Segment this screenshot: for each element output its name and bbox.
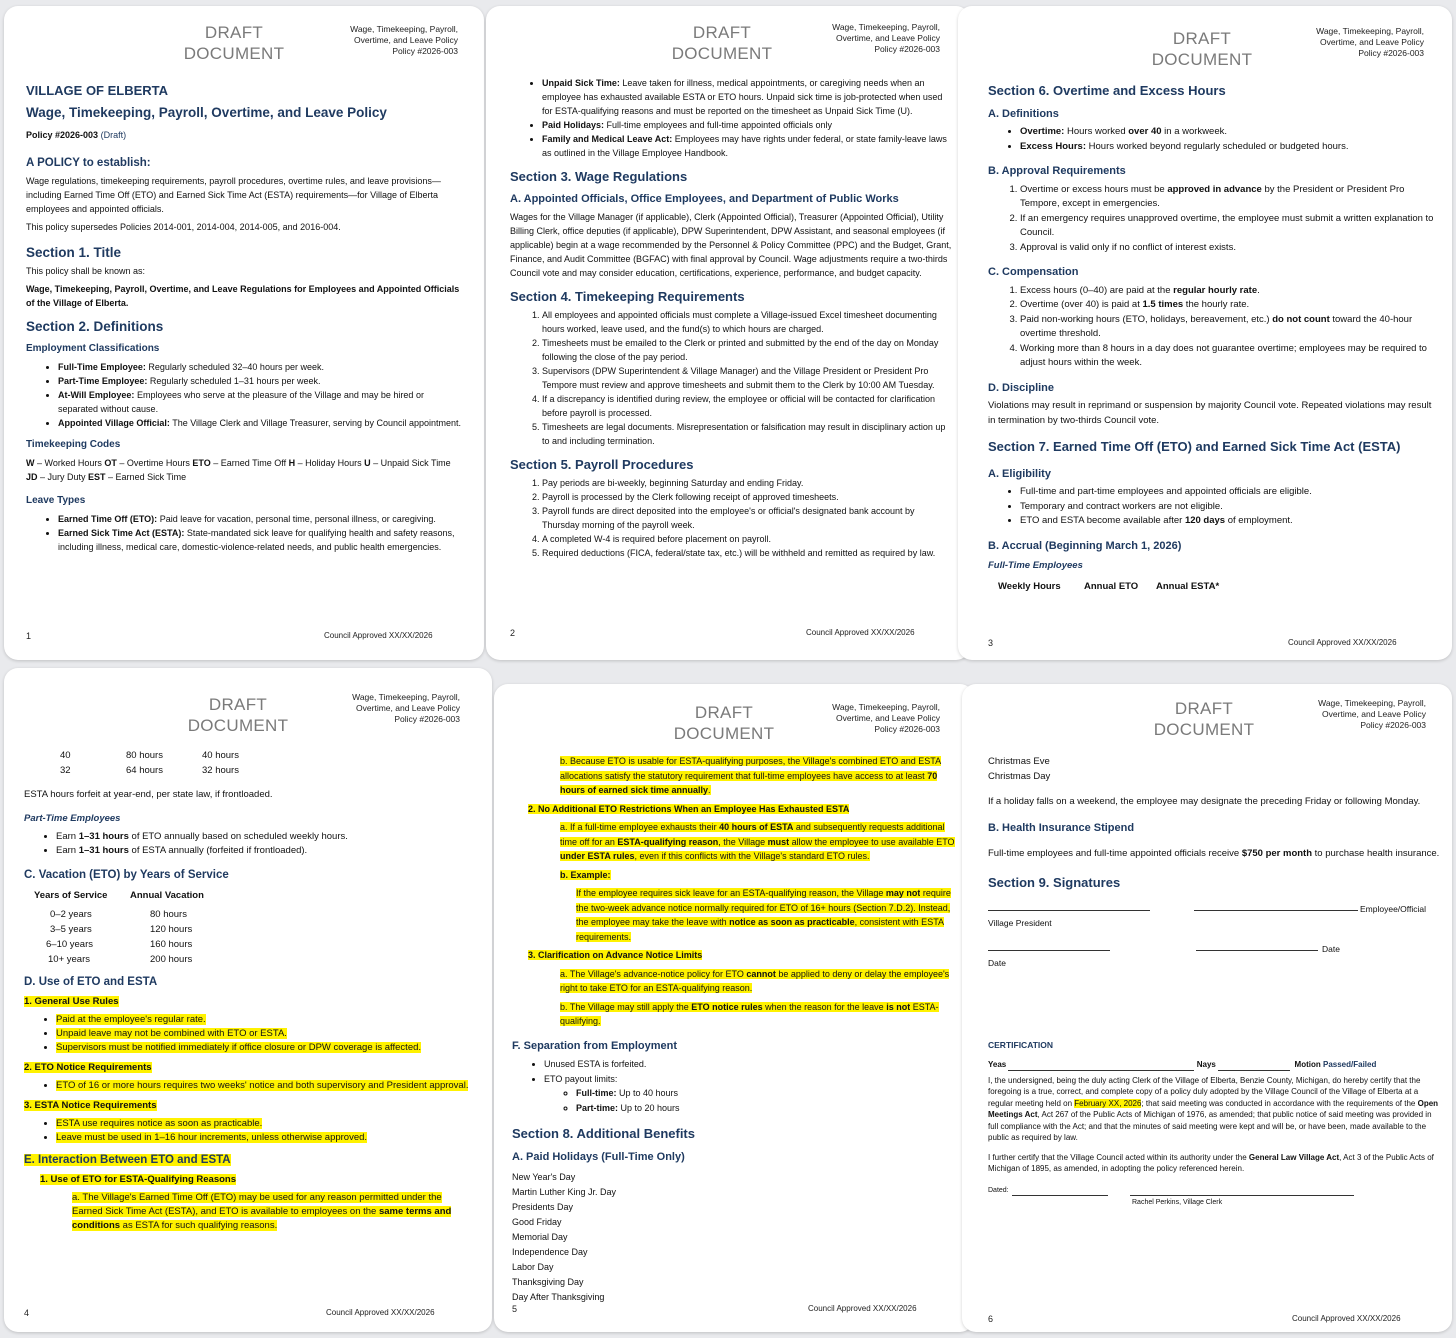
list-item: 1. Excess hours (0–40) are paid at the regular hourly rate. [1020, 284, 1436, 299]
dated-signature-line[interactable] [1012, 1185, 1108, 1196]
section-7-heading: Section 7. Earned Time Off (ETO) and Earned Sick Time Act (ESTA) [988, 439, 1401, 454]
page-body [26, 84, 466, 558]
president-signature-line[interactable] [988, 910, 1150, 911]
discipline-text: Violations may result in reprimand or suspension by majority Council vote. Repeated violations may result in termination by two-thirds Council vote. [988, 400, 1432, 426]
list-item: • Supervisors must be notified immediately if office closure or DPW coverage is affected. [56, 1041, 474, 1055]
section-7d-heading: D. Use of ETO and ESTA [24, 976, 158, 988]
list-item: • ESTA use requires notice as soon as practicable. [56, 1117, 474, 1131]
list-item: Day After Thanksgiving [512, 1292, 605, 1302]
list-item: Labor Day [512, 1262, 554, 1272]
esta-forfeit-text: ESTA hours forfeit at year-end, per state law, if frontloaded. [24, 789, 273, 800]
definitions-list [988, 125, 1436, 154]
list-item: • ETO and ESTA become available after 120 days of employment. [1020, 514, 1436, 529]
village-president-label: Village President [988, 918, 1052, 928]
section-3a-text: Wages for the Village Manager (if applicable), Clerk (Appointed Official), Treasurer (Appointed Official), Utility Billing Clerk, office deputies (if applicable), DPW Superintendent, DPW Assistant, and seasonal employees (if applicable) begin at a wage recommended by the Personnel & Policy Committee (PPC) and the Budget, Grant, Finance, and Audit Committee (BGFAC) with final approval by Council. Wage adjustments require a two-thirds Council vote and may consider education, certifications, experience, performance, and budget capacity. [510, 212, 952, 278]
document-page-4 [4, 668, 492, 1332]
list-item: 5. Required deductions (FICA, federal/state tax, etc.) will be withheld and remitted as required by law. [542, 546, 954, 560]
section-7a-heading: A. Eligibility [988, 467, 1051, 480]
list-item: New Year's Day [512, 1172, 576, 1182]
eto-combined-text: b. Because ETO is usable for ESTA-qualifying purposes, the Village's combined ETO and ESTA allocations satisfy the statutory requirement that full-time employees have access to at least 70 hours of earned sick time annually. [560, 756, 942, 795]
list-item: Memorial Day [512, 1232, 568, 1242]
header-policy-ref: Wage, Timekeeping, Payroll, Overtime, and Leave Policy Policy #2026-003 [350, 24, 458, 56]
list-item: Independence Day [512, 1247, 588, 1257]
page-number: 4 [24, 1308, 30, 1318]
eligibility-list [988, 485, 1436, 529]
holiday-list [512, 1170, 956, 1305]
weekend-holiday-text: If a holiday falls on a weekend, the employee may designate the preceding Friday or following Monday. [988, 796, 1421, 807]
draft-watermark: DRAFT DOCUMENT [673, 703, 775, 743]
certification-authority-text: I further certify that the Village Council acted within its authority under the General Law Village Act, Act 3 of the Public Acts of Michigan of 1895, as amended, in adopting the policy referenced herein. [988, 1152, 1434, 1173]
section-1-title: Wage, Timekeeping, Payroll, Overtime, and Leave Regulations for Employees and Appointed Officials of the Village of Elberta. [26, 284, 460, 308]
header-policy-ref: Wage, Timekeeping, Payroll, Overtime, and Leave Policy Policy #2026-003 [1318, 698, 1426, 730]
employee-official-label: Employee/Official [1360, 904, 1426, 914]
example-label: b. Example: [560, 869, 611, 880]
list-item: 4. Working more than 8 hours in a day does not guarantee overtime; employees may be required to adjust hours within the week. [1020, 342, 1436, 371]
document-page-6 [962, 684, 1452, 1332]
table-row: 0–2 years 80 hours [50, 909, 187, 920]
approval-footer: Council Approved XX/XX/2026 [806, 628, 915, 637]
certification-text: I, the undersigned, being the duly acting Clerk of the Village of Elberta, Benzie County, Michigan, do hereby certify that the foregoing is a true, correct, and complete copy of a policy duly adopted by the Village Council of the Village of Elberta at a regular meeting held on February XX, 2026; that said meeting was conducted in accordance with the requirements of the Open Meetings Act, Act 267 of the Public Acts of Michigan of 1976, as amended; that public notice of said meeting was provided in full compliance with the Act; and that the minutes of said meeting were kept and will be, or have been, made available to the public as required by law. [988, 1075, 1439, 1142]
advance-notice-a: a. The Village's advance-notice policy for ETO cannot be applied to deny or delay the employee's right to take ETO for an ESTA-qualifying reason. [560, 968, 950, 993]
table-header: Years of Service Annual Vacation [34, 890, 204, 901]
list-item: • Leave must be used in 1–16 hour increments, unless otherwise approved. [56, 1131, 474, 1145]
list-item: • Part-Time Employee: Regularly scheduled 1–31 hours per week. [58, 374, 466, 388]
list-item: • Temporary and contract workers are not eligible. [1020, 500, 1436, 515]
list-item: 3. Approval is valid only if no conflict of interest exists. [1020, 241, 1436, 256]
list-item: Good Friday [512, 1217, 562, 1227]
leave-types-list-continued [510, 76, 954, 160]
separation-list [512, 1057, 956, 1115]
signature-block [988, 900, 1440, 990]
draft-watermark: DRAFT DOCUMENT [1151, 29, 1253, 69]
section-6c-heading: C. Compensation [988, 266, 1079, 278]
policy-title: Wage, Timekeeping, Payroll, Overtime, and Leave Policy [26, 105, 387, 120]
list-item: Martin Luther King Jr. Day [512, 1187, 617, 1197]
no-additional-eto-a: a. If a full-time employee exhausts their 40 hours of ESTA and subsequently requests additional time off for an ESTA-qualifying reason, the Village must allow the employee to use available ETO under ESTA rules, even if this conflicts with the Village's standard ETO rules. [560, 822, 955, 861]
date-line-left[interactable] [988, 950, 1110, 951]
list-item: Thanksgiving Day [512, 1277, 584, 1287]
draft-watermark: DRAFT DOCUMENT [671, 23, 773, 63]
list-item: 5. Timesheets are legal documents. Misrepresentation or falsification may result in disciplinary action up to and including termination. [542, 420, 954, 448]
leave-types-heading: Leave Types [26, 495, 86, 506]
document-page-3 [958, 6, 1452, 660]
section-1-text: This policy shall be known as: [26, 266, 146, 276]
header-policy-ref: Wage, Timekeeping, Payroll, Overtime, and Leave Policy Policy #2026-003 [832, 702, 940, 734]
accrual-table-rows [24, 748, 474, 778]
dated-line: Dated: Rachel Perkins, Village Clerk [988, 1185, 1440, 1209]
table-row: 32 64 hours 32 hours [60, 765, 239, 776]
compensation-list [988, 284, 1436, 371]
list-item: 2. Payroll is processed by the Clerk following receipt of approved timesheets. [542, 490, 954, 504]
employment-classifications-list [26, 360, 466, 430]
header-policy-ref: Wage, Timekeeping, Payroll, Overtime, and Leave Policy Policy #2026-003 [832, 22, 940, 54]
section-8a-heading: A. Paid Holidays (Full-Time Only) [512, 1150, 685, 1163]
list-item: 2. If an emergency requires unapproved overtime, the employee must submit a written explanation to Council. [1020, 212, 1436, 241]
approval-footer: Council Approved XX/XX/2026 [1292, 1314, 1401, 1323]
list-item: • ETO payout limits: ◦ Full-time: Up to 40 hours ◦ Part-time: Up to 20 hours [544, 1072, 956, 1116]
list-item: • Earn 1–31 hours of ESTA annually (forfeited if frontloaded). [56, 844, 474, 858]
list-item: • Full-Time Employee: Regularly scheduled 32–40 hours per week. [58, 360, 466, 374]
esta-notice-heading: 3. ESTA Notice Requirements [24, 1100, 157, 1111]
list-item: • Earned Time Off (ETO): Paid leave for vacation, personal time, personal illness, or caregiving. [58, 512, 466, 526]
list-item: • ETO of 16 or more hours requires two weeks' notice and both supervisory and President approval. [56, 1079, 474, 1093]
section-7f-heading: F. Separation from Employment [512, 1039, 678, 1052]
section-9-heading: Section 9. Signatures [988, 875, 1121, 890]
employment-classifications-heading: Employment Classifications [26, 343, 160, 354]
section-6d-heading: D. Discipline [988, 381, 1055, 394]
page-number: 3 [988, 638, 994, 648]
section-2-heading: Section 2. Definitions [26, 319, 164, 334]
section-5-list [510, 476, 954, 560]
page-number: 1 [26, 631, 32, 641]
list-item: • Appointed Village Official: The Village Clerk and Village Treasurer, serving by Council appointment. [58, 416, 466, 430]
page-body [988, 754, 1440, 1209]
section-4-list [510, 308, 954, 448]
date-label-right: Date [1322, 944, 1340, 954]
eto-esta-qualifying-text: a. The Village's Earned Time Off (ETO) may be used for any reason permitted under the Earned Sick Time Act (ESTA), and ETO is available to employees on the same terms and conditions as ESTA for such qualifying reasons. [72, 1192, 452, 1231]
list-item: • Earned Sick Time Act (ESTA): State-mandated sick leave for qualifying health and safety reasons, including illness, medical care, domestic-violence-related needs, and public health emergencies. [58, 526, 466, 554]
draft-watermark: DRAFT DOCUMENT [187, 695, 289, 735]
approval-list [988, 183, 1436, 256]
date-line-right[interactable] [1196, 950, 1318, 951]
table-row: 3–5 years 120 hours [50, 924, 193, 935]
draft-watermark: DRAFT DOCUMENT [1153, 699, 1255, 739]
page-number: 5 [512, 1304, 518, 1314]
table-row: 10+ years 200 hours [48, 954, 193, 965]
list-item: 4. A completed W-4 is required before placement on payroll. [542, 532, 954, 546]
certification-heading: CERTIFICATION [988, 1040, 1054, 1050]
section-3a-heading: A. Appointed Officials, Office Employees, and Department of Public Works [510, 193, 899, 205]
header-policy-ref: Wage, Timekeeping, Payroll, Overtime, and Leave Policy Policy #2026-003 [1316, 26, 1424, 58]
list-item: • At-Will Employee: Employees who serve at the pleasure of the Village and may be hired or separated without cause. [58, 388, 466, 416]
no-additional-eto-heading: 2. No Additional ETO Restrictions When an Employee Has Exhausted ESTA [528, 803, 850, 814]
policy-number: Policy #2026-003 (Draft) [26, 130, 127, 140]
page-body [24, 748, 474, 1237]
timekeeping-codes: W – Worked Hours OT – Overtime Hours ETO – Earned Time Off H – Holiday Hours U – Unpaid Sick Time JD – Jury Duty EST – Earned Sick Time [26, 458, 451, 482]
section-4-heading: Section 4. Timekeeping Requirements [510, 289, 745, 304]
part-time-list [24, 830, 474, 858]
date-label-left: Date [988, 958, 1006, 968]
supersedes-text: This policy supersedes Policies 2014-001, 2014-004, 2014-005, and 2016-004. [26, 222, 341, 232]
section-8b-heading: B. Health Insurance Stipend [988, 822, 1135, 834]
purpose-text: Wage regulations, timekeeping requirements, payroll procedures, overtime rules, and leave provisions—including Earned Time Off (ETO) and Earned Sick Time Act (ESTA) requirements—for Village of Elberta employees and appointed officials. [26, 176, 441, 214]
approval-footer: Council Approved XX/XX/2026 [326, 1308, 435, 1317]
list-item: Christmas Eve [988, 756, 1050, 767]
general-use-rules-list [24, 1013, 474, 1055]
eto-notice-list [24, 1079, 474, 1093]
table-row: 40 80 hours 40 hours [60, 750, 239, 761]
list-item: • Excess Hours: Hours worked beyond regularly scheduled or budgeted hours. [1020, 140, 1436, 155]
full-time-employees-heading: Full-Time Employees [988, 560, 1083, 571]
list-item: Presidents Day [512, 1202, 574, 1212]
advance-notice-b: b. The Village may still apply the ETO notice rules when the reason for the leave is not ESTA-qualifying. [560, 1001, 939, 1026]
approval-footer: Council Approved XX/XX/2026 [808, 1304, 917, 1313]
list-item: 3. Supervisors (DPW Superintendent & Village Manager) and the Village President or President Pro Tempore must review and approve timesheets and submit them to the Clerk by 10:00 AM Tuesday. [542, 364, 954, 392]
approval-footer: Council Approved XX/XX/2026 [1288, 638, 1397, 647]
village-name: VILLAGE OF ELBERTA [26, 83, 169, 98]
list-item: 2. Overtime (over 40) is paid at 1.5 times the hourly rate. [1020, 298, 1436, 313]
esta-notice-list [24, 1117, 474, 1145]
list-item: 4. If a discrepancy is identified during review, the employee or official will be contacted for clarification before payroll is processed. [542, 392, 954, 420]
clerk-name: Rachel Perkins, Village Clerk [1132, 1198, 1223, 1206]
section-1-heading: Section 1. Title [26, 245, 122, 260]
timekeeping-codes-heading: Timekeeping Codes [26, 439, 121, 450]
section-6-heading: Section 6. Overtime and Excess Hours [988, 83, 1226, 98]
page-body [510, 76, 954, 564]
clerk-signature-line[interactable] [1130, 1185, 1354, 1196]
list-item: 1. Pay periods are bi-weekly, beginning Saturday and ending Friday. [542, 476, 954, 490]
list-item: • Family and Medical Leave Act: Employees may have rights under federal, or state family-leave laws as outlined in the Village Employee Handbook. [542, 132, 954, 160]
section-5-heading: Section 5. Payroll Procedures [510, 457, 694, 472]
list-item: 2. Timesheets must be emailed to the Clerk or printed and submitted by the end of the day on Monday following the close of the pay period. [542, 336, 954, 364]
list-item: 3. Payroll funds are direct deposited into the employee's or official's designated bank account by Thursday morning of the payroll week. [542, 504, 954, 532]
page-number: 2 [510, 628, 516, 638]
list-item: • Unpaid Sick Time: Leave taken for illness, medical appointments, or caregiving needs when an employee has exhausted available ESTA or ETO hours. Unpaid sick time is job-protected when used for ESTA-qualifying reasons and must be reported on the timesheet as Unpaid Sick Time (U). [542, 76, 954, 118]
page-body [512, 754, 956, 1305]
table-row: 6–10 years 160 hours [46, 939, 193, 950]
list-item: • Earn 1–31 hours of ETO annually based on scheduled weekly hours. [56, 830, 474, 844]
section-7c-heading: C. Vacation (ETO) by Years of Service [24, 869, 229, 881]
document-page-2 [486, 6, 970, 660]
section-8-heading: Section 8. Additional Benefits [512, 1126, 695, 1141]
list-item: • Unused ESTA is forfeited. [544, 1057, 956, 1072]
section-6a-heading: A. Definitions [988, 107, 1059, 120]
part-time-employees-heading: Part-Time Employees [24, 813, 121, 824]
general-use-rules-heading: 1. General Use Rules [24, 996, 119, 1007]
section-7e-heading: E. Interaction Between ETO and ESTA [24, 1154, 231, 1166]
header-policy-ref: Wage, Timekeeping, Payroll, Overtime, and Leave Policy Policy #2026-003 [352, 692, 460, 724]
example-text: If the employee requires sick leave for an ESTA-qualifying reason, the Village may not require the two-week advance notice normally required for ETO of 16+ hours (Section 7.D.2). Instead, the employee may take the leave with notice as soon as practicable, consistent with ESTA requirements. [576, 888, 951, 942]
list-item: 1. All employees and appointed officials must complete a Village-issued Excel timesheet documenting hours worked, leave used, and the fund(s) to which hours are charged. [542, 308, 954, 336]
eto-esta-qualifying-heading: 1. Use of ETO for ESTA-Qualifying Reasons [40, 1174, 237, 1185]
accrual-table-header: Weekly Hours Annual ETO Annual ESTA* [998, 580, 1220, 592]
list-item: 1. Overtime or excess hours must be approved in advance by the President or President Pro Tempore, except in emergencies. [1020, 183, 1436, 212]
approval-footer: Council Approved XX/XX/2026 [324, 631, 433, 640]
document-page-1 [4, 6, 484, 660]
list-item: Christmas Day [988, 771, 1051, 782]
draft-watermark: DRAFT DOCUMENT [183, 23, 285, 63]
page-body [988, 84, 1436, 594]
vote-line: Yeas Nays Motion Passed/Failed [988, 1060, 1377, 1069]
document-page-5 [494, 684, 974, 1332]
list-item: • Unpaid leave may not be combined with ETO or ESTA. [56, 1027, 474, 1041]
employee-signature-line[interactable] [1194, 910, 1358, 911]
list-item: ◦ Full-time: Up to 40 hours [576, 1086, 956, 1101]
page-number: 6 [988, 1314, 994, 1324]
section-7b-heading: B. Accrual (Beginning March 1, 2026) [988, 539, 1182, 552]
section-6b-heading: B. Approval Requirements [988, 165, 1126, 177]
list-item: • Full-time and part-time employees and appointed officials are eligible. [1020, 485, 1436, 500]
advance-notice-heading: 3. Clarification on Advance Notice Limits [528, 950, 703, 960]
list-item: ◦ Part-time: Up to 20 hours [576, 1101, 956, 1116]
vacation-table [24, 888, 474, 967]
eto-notice-heading: 2. ETO Notice Requirements [24, 1062, 152, 1073]
section-3-heading: Section 3. Wage Regulations [510, 169, 688, 184]
stipend-text: Full-time employees and full-time appointed officials receive $750 per month to purchase health insurance. [988, 848, 1440, 859]
list-item: • Paid Holidays: Full-time employees and full-time appointed officials only [542, 118, 954, 132]
list-item: 3. Paid non-working hours (ETO, holidays, bereavement, etc.) do not count toward the 40-hour overtime threshold. [1020, 313, 1436, 342]
list-item: • Overtime: Hours worked over 40 in a workweek. [1020, 125, 1436, 140]
leave-types-list [26, 512, 466, 554]
purpose-heading: A POLICY to establish: [26, 157, 151, 169]
list-item: • Paid at the employee's regular rate. [56, 1013, 474, 1027]
